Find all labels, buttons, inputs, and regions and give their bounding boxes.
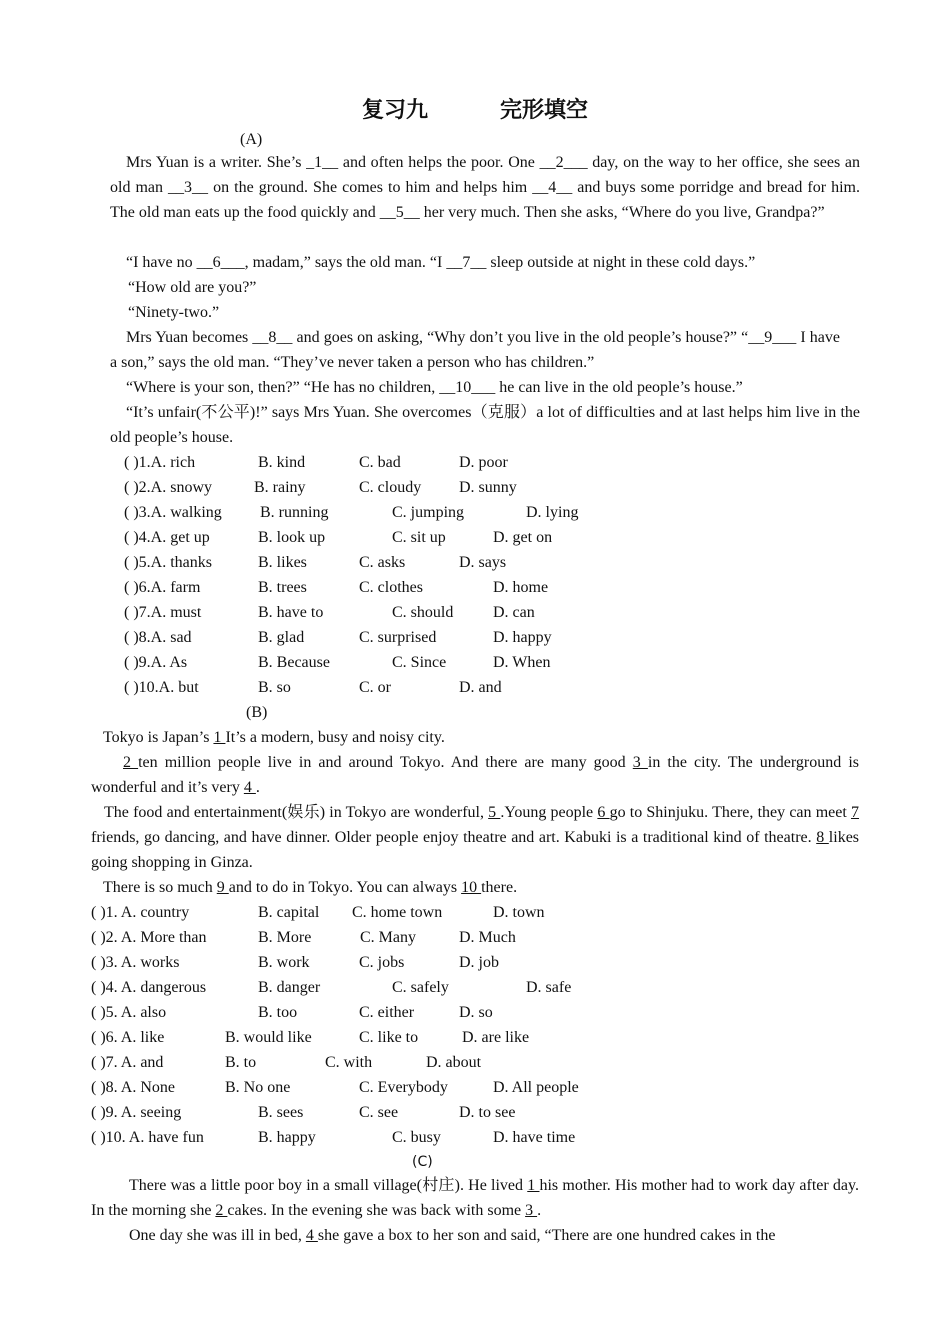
option-a: ( )5.A. thanks	[124, 554, 212, 571]
option-d: D. can	[493, 604, 535, 621]
option-c: C. sit up	[392, 529, 446, 546]
option-a: ( )6.A. farm	[124, 579, 201, 596]
text: There was a little poor boy in a small village(村庄). He lived	[129, 1177, 528, 1194]
section-a-paragraph-5: Mrs Yuan becomes __8__ and goes on asking, “Why don’t you live in the old people’s house?” “__9___ I have a son,” says the old man. “They’ve never taken a person who has children.”	[110, 329, 840, 371]
option-c: C. should	[392, 604, 454, 621]
option-a: ( )9. A. seeing	[91, 1104, 182, 1121]
option-b: B. so	[258, 679, 291, 696]
option-d: D. sunny	[459, 479, 517, 496]
option-b: B. sees	[258, 1104, 304, 1121]
option-b: B. too	[258, 1004, 298, 1021]
option-c: C. asks	[359, 554, 406, 571]
blank-10: 10	[461, 879, 482, 896]
option-a: ( )9.A. As	[124, 654, 188, 671]
option-b: B. danger	[258, 979, 321, 996]
option-d: D. job	[459, 954, 499, 971]
option-b: B. look up	[258, 529, 326, 546]
option-c: C. bad	[359, 454, 401, 471]
option-a: ( )1. A. country	[91, 904, 190, 921]
option-a: ( )5. A. also	[91, 1004, 167, 1021]
option-b: B. rainy	[254, 479, 306, 496]
option-c: C. see	[359, 1104, 399, 1121]
section-b-paragraph-3	[91, 800, 859, 875]
option-c: C. either	[359, 1004, 415, 1021]
text: there.	[481, 879, 518, 896]
option-a: ( )4.A. get up	[124, 529, 210, 546]
section-c-paragraph-2	[91, 1223, 859, 1248]
option-a: ( )3. A. works	[91, 954, 180, 971]
section-a-paragraph-6: “Where is your son, then?” “He has no children, __10___ he can live in the old people’s house.”	[126, 379, 743, 396]
section-c-label: (C)	[412, 1154, 433, 1170]
blank-4: 4	[305, 1227, 318, 1244]
text: .	[255, 779, 260, 796]
section-a-paragraph-2: “I have no __6___, madam,” says the old man. “I __7__ sleep outside at night in these cold days.”	[126, 254, 756, 271]
text: Tokyo is Japan’s	[103, 729, 214, 746]
option-a: ( )3.A. walking	[124, 504, 222, 521]
text: One day she was ill in bed,	[129, 1227, 306, 1244]
option-a: ( )7.A. must	[124, 604, 202, 621]
blank-3: 3	[632, 754, 648, 771]
option-d: D. happy	[493, 629, 552, 646]
text: in the city. The underground is wonderful and it’s very	[91, 754, 860, 796]
option-b: B. work	[258, 954, 310, 971]
option-d: D. get on	[493, 529, 553, 546]
blank-2: 2	[123, 754, 139, 771]
option-d: D. home	[493, 579, 549, 596]
blank-6: 6	[597, 804, 610, 821]
text: There is so much	[103, 879, 217, 896]
text: It’s a modern, busy and noisy city.	[225, 729, 445, 746]
option-d: D. safe	[526, 979, 572, 996]
option-a: ( )2.A. snowy	[124, 479, 212, 496]
section-a-paragraph-4: “Ninety-two.”	[128, 304, 220, 321]
section-c-paragraph-1	[91, 1173, 859, 1223]
blank-1: 1	[527, 1177, 540, 1194]
option-b: B. glad	[258, 629, 305, 646]
text: The food and entertainment(娱乐) in Tokyo are wonderful,	[104, 804, 489, 821]
option-c: C. surprised	[359, 629, 437, 646]
blank-5: 5	[488, 804, 501, 821]
option-d: D. town	[493, 904, 545, 921]
option-c: C. busy	[392, 1129, 441, 1146]
option-b: B. kind	[258, 454, 306, 471]
option-c: C. Everybody	[359, 1079, 448, 1096]
option-d: D. All people	[493, 1079, 579, 1096]
option-c: C. cloudy	[359, 479, 422, 496]
option-d: D. When	[493, 654, 551, 671]
option-d: D. poor	[459, 454, 508, 471]
option-c: C. or	[359, 679, 391, 696]
option-a: ( )2. A. More than	[91, 929, 207, 946]
section-b-paragraph-4	[91, 875, 859, 900]
option-d: D. to see	[459, 1104, 516, 1121]
option-d: D. about	[426, 1054, 482, 1071]
blank-1: 1	[213, 729, 226, 746]
option-c: C. safely	[392, 979, 449, 996]
text: friends, go dancing, and have dinner. Older people enjoy theatre and art. Kabuki is a traditional kind of theatre.	[91, 829, 817, 846]
option-d: D. so	[459, 1004, 493, 1021]
option-a: ( )6. A. like	[91, 1029, 165, 1046]
option-b: B. to	[225, 1054, 257, 1071]
option-a: ( )10. A. have fun	[91, 1129, 204, 1146]
section-a-label: (A)	[240, 131, 263, 148]
text: go to Shinjuku. There, they can meet	[609, 804, 852, 821]
blank-7: 7	[851, 804, 860, 821]
option-c: C. Many	[360, 929, 416, 946]
blank-8: 8	[816, 829, 829, 846]
option-b: B. have to	[258, 604, 324, 621]
option-d: D. are like	[462, 1029, 530, 1046]
text: and to do in Tokyo. You can always	[228, 879, 462, 896]
page-title	[0, 96, 950, 126]
option-b: B. happy	[258, 1129, 316, 1146]
blank-3: 3	[525, 1202, 538, 1219]
option-b: B. likes	[258, 554, 307, 571]
blank-4: 4	[243, 779, 256, 796]
option-a: ( )1.A. rich	[124, 454, 196, 471]
section-a-paragraph-3: “How old are you?”	[128, 279, 257, 296]
option-b: B. trees	[258, 579, 307, 596]
text: his mother. His mother had to work day after day. In the morning she	[91, 1177, 859, 1219]
option-d: D. lying	[526, 504, 579, 521]
text: likes going shopping in Ginza.	[91, 829, 860, 871]
text: she gave a box to her son and said, “There are one hundred cakes in the	[317, 1227, 776, 1244]
blank-2: 2	[215, 1202, 228, 1219]
option-b: B. Because	[258, 654, 330, 671]
section-b-label: (B)	[246, 704, 268, 721]
option-c: C. like to	[359, 1029, 419, 1046]
section-a-paragraph-7: “It’s unfair(不公平)!” says Mrs Yuan. She overcomes（克服）a lot of difficulties and at last helps him live in the old people’s house.	[110, 404, 860, 446]
option-a: ( )8.A. sad	[124, 629, 192, 646]
text: cakes. In the evening she was back with some	[227, 1202, 526, 1219]
text: ten million people live in and around Tokyo. And there are many good	[138, 754, 633, 771]
option-c: C. jumping	[392, 504, 465, 521]
option-a: ( )4. A. dangerous	[91, 979, 207, 996]
section-b-paragraph-1	[91, 725, 861, 750]
option-d: D. Much	[459, 929, 516, 946]
section-a-paragraph-1: Mrs Yuan is a writer. She’s _1__ and often helps the poor. One __2___ day, on the way to her office, she sees an old man __3__ on the ground. She comes to him and helps him __4__ and buys some porridge and bread for him. The old man eats up the food quickly and __5__ her very much. Then she asks, “Where do you live, Grandpa?”	[110, 154, 860, 221]
option-d: D. have time	[493, 1129, 576, 1146]
option-c: C. home town	[352, 904, 443, 921]
title-part2: 完形填空	[500, 98, 589, 123]
title-part1: 复习九	[361, 98, 428, 123]
text: .Young people	[500, 804, 598, 821]
blank-9: 9	[216, 879, 229, 896]
option-a: ( )7. A. and	[91, 1054, 164, 1071]
option-d: D. says	[459, 554, 507, 571]
text: .	[537, 1202, 542, 1219]
option-c: C. Since	[392, 654, 447, 671]
option-b: B. No one	[225, 1079, 291, 1096]
option-a: ( )10.A. but	[124, 679, 199, 696]
option-b: B. More	[258, 929, 312, 946]
option-c: C. with	[325, 1054, 373, 1071]
option-d: D. and	[459, 679, 502, 696]
option-b: B. running	[260, 504, 329, 521]
option-b: B. would like	[225, 1029, 312, 1046]
option-a: ( )8. A. None	[91, 1079, 175, 1096]
section-b-paragraph-2	[91, 750, 859, 800]
option-b: B. capital	[258, 904, 320, 921]
option-c: C. jobs	[359, 954, 405, 971]
option-c: C. clothes	[359, 579, 423, 596]
